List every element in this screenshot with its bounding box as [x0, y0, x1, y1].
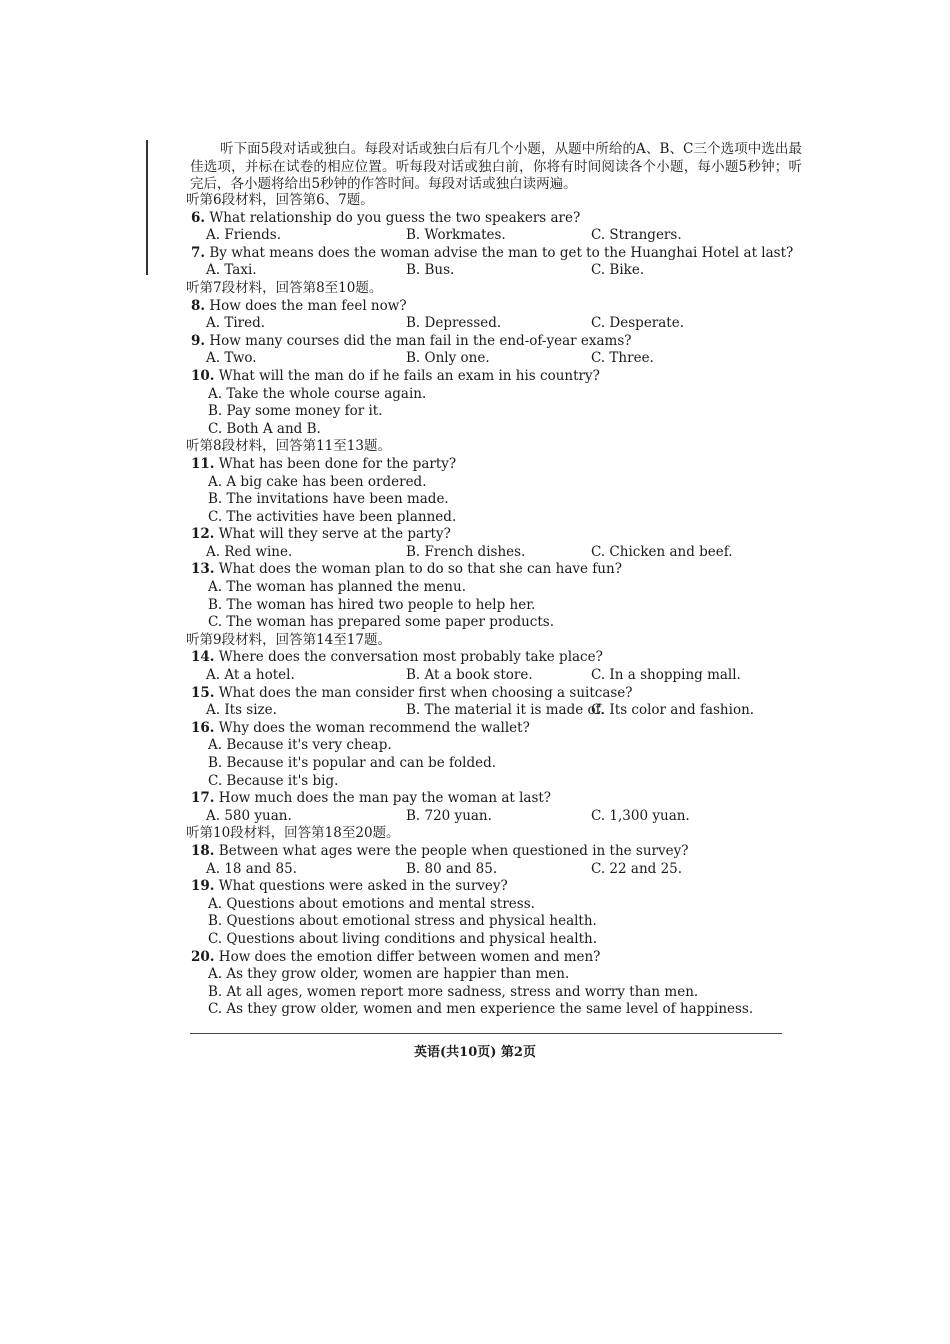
instructions: [190, 141, 802, 194]
question-number: 7.: [191, 244, 206, 261]
options-row: [186, 350, 786, 368]
option-b: B. Bus.: [406, 262, 455, 279]
question-stem: [186, 843, 786, 861]
question-number: 13.: [191, 561, 215, 578]
question-number: 10.: [191, 367, 215, 384]
question-text: What has been done for the party?: [218, 455, 457, 472]
option-b: B. Workmates.: [406, 227, 506, 244]
option-c: C. The activities have been planned.: [208, 508, 457, 525]
question-number: 20.: [191, 948, 215, 965]
question-stem: [186, 649, 786, 667]
question-stem: [186, 949, 786, 967]
question-stem: [186, 878, 786, 896]
option-a: A. The woman has planned the menu.: [208, 579, 466, 596]
footer-rule: [190, 1033, 782, 1034]
options-row: [186, 667, 786, 685]
question-stem: [186, 210, 786, 228]
question-stem: [186, 368, 786, 386]
question-stem: [186, 790, 786, 808]
option-a: A. Because it's very cheap.: [208, 737, 392, 754]
option-c: C. Questions about living conditions and physical health.: [208, 930, 598, 947]
option-c: C. Chicken and beef.: [591, 543, 733, 560]
option-a: A. Its size.: [206, 702, 277, 719]
section-heading: 听第7段材料，回答第8至10题。: [186, 279, 383, 296]
question-stem: [186, 685, 786, 703]
option-a: A. Tired.: [206, 315, 266, 332]
question-text: What does the woman plan to do so that she can have fun?: [218, 561, 622, 578]
question-stem: [186, 720, 786, 738]
option-a: A. At a hotel.: [206, 667, 295, 684]
question-stem: [186, 244, 794, 263]
option-a: A. Friends.: [206, 227, 282, 244]
option-b: B. Depressed.: [406, 315, 502, 332]
option-b: B. At a book store.: [406, 667, 533, 684]
question-text: What questions were asked in the survey?: [218, 878, 508, 895]
question-stem: [186, 298, 786, 316]
option-b: B. The material it is made of.: [406, 702, 605, 719]
option-a: A. As they grow older, women are happier than men.: [208, 966, 570, 983]
question-number: 15.: [191, 684, 215, 701]
option-a: A. 580 yuan.: [206, 807, 292, 824]
section-heading: 听第9段材料，回答第14至17题。: [186, 631, 391, 648]
option-b: B. The woman has hired two people to help her.: [208, 596, 536, 613]
option-b: B. Only one.: [406, 350, 490, 367]
option-a: A. 18 and 85.: [206, 860, 297, 877]
question-stem: [186, 333, 786, 351]
section-heading: 听第10段材料，回答第18至20题。: [186, 825, 400, 842]
section-heading: 听第8段材料，回答第11至13题。: [186, 438, 391, 455]
question-text: How much does the man pay the woman at last?: [218, 790, 552, 807]
question-number: 8.: [191, 297, 206, 314]
question-number: 14.: [191, 649, 215, 666]
option-b: B. French dishes.: [406, 543, 526, 560]
option-a: A. Two.: [206, 350, 257, 367]
option-a: A. Red wine.: [206, 543, 293, 560]
question-number: 16.: [191, 719, 215, 736]
option-a: A. Questions about emotions and mental stress.: [208, 895, 535, 912]
option-a: A. Taxi.: [206, 262, 257, 279]
question-text: What relationship do you guess the two speakers are?: [209, 209, 581, 226]
question-text: How does the man feel now?: [209, 297, 407, 314]
question-text: Why does the woman recommend the wallet?: [218, 719, 530, 736]
question-list: [186, 192, 794, 1019]
question-text: Where does the conversation most probably take place?: [218, 649, 603, 666]
option-c: C. Its color and fashion.: [591, 702, 755, 719]
question-text: Between what ages were the people when questioned in the survey?: [218, 842, 689, 859]
question-text: By what means does the woman advise the man to get to the Huanghai Hotel at last?: [209, 244, 794, 261]
question-stem: [186, 526, 786, 544]
question-number: 12.: [191, 526, 215, 543]
option-c: C. Bike.: [591, 262, 645, 279]
margin-rule: [146, 140, 148, 275]
option-a: A. A big cake has been ordered.: [208, 473, 427, 490]
option-c: C. The woman has prepared some paper products.: [208, 614, 555, 631]
question-number: 17.: [191, 790, 215, 807]
option-b: B. The invitations have been made.: [208, 491, 449, 508]
option-c: C. Desperate.: [591, 315, 685, 332]
options-row: [186, 544, 786, 562]
option-b: B. Because it's popular and can be folded.: [208, 755, 497, 771]
question-text: What does the man consider first when choosing a suitcase?: [218, 684, 633, 701]
question-text: What will they serve at the party?: [218, 526, 451, 543]
page-footer: 英语(共10页) 第2页: [414, 1045, 536, 1060]
options-row: [186, 315, 786, 333]
question-stem: [186, 456, 786, 474]
option-b: B. Pay some money for it.: [208, 403, 383, 420]
option-c: C. In a shopping mall.: [591, 667, 741, 684]
option-a: A. Take the whole course again.: [208, 385, 427, 402]
options-row: [186, 702, 786, 720]
question-text: How does the emotion differ between women and men?: [218, 948, 601, 965]
options-row: [186, 808, 786, 826]
question-number: 19.: [191, 878, 215, 895]
option-c: C. 1,300 yuan.: [591, 807, 690, 824]
option-b: B. Questions about emotional stress and physical health.: [208, 913, 597, 930]
option-b: B. 80 and 85.: [406, 860, 498, 877]
option-c: C. Both A and B.: [208, 420, 321, 437]
question-number: 18.: [191, 842, 215, 859]
question-stem: [186, 561, 786, 579]
option-c: C. Because it's big.: [208, 772, 339, 789]
option-c: C. 22 and 25.: [591, 860, 683, 877]
options-row: [186, 262, 786, 280]
section-heading: 听第6段材料，回答第6、7题。: [186, 192, 374, 208]
question-number: 11.: [191, 455, 215, 472]
instructions-text: 听下面5段对话或独白。每段对话或独白后有几个小题，从题中所给的A、B、C三个选项中选出最佳选项，并标在试卷的相应位置。听每段对话或独白前，你将有时间阅读各个小题，每小题5秒钟；听完后，各小题将给出5秒钟的作答时间。每段对话或独白读两遍。: [190, 141, 802, 192]
question-text: What will the man do if he fails an exam in his country?: [218, 367, 600, 384]
question-number: 6.: [191, 209, 206, 226]
options-row: [186, 861, 786, 879]
option-c: C. Three.: [591, 350, 654, 367]
question-text: How many courses did the man fail in the end-of-year exams?: [209, 332, 632, 349]
option-b: B. At all ages, women report more sadness, stress and worry than men.: [208, 983, 699, 1000]
question-number: 9.: [191, 332, 206, 349]
option-c: C. As they grow older, women and men experience the same level of happiness.: [208, 1001, 754, 1018]
options-row: [186, 227, 786, 245]
option-c: C. Strangers.: [591, 227, 682, 244]
option-b: B. 720 yuan.: [406, 807, 492, 824]
